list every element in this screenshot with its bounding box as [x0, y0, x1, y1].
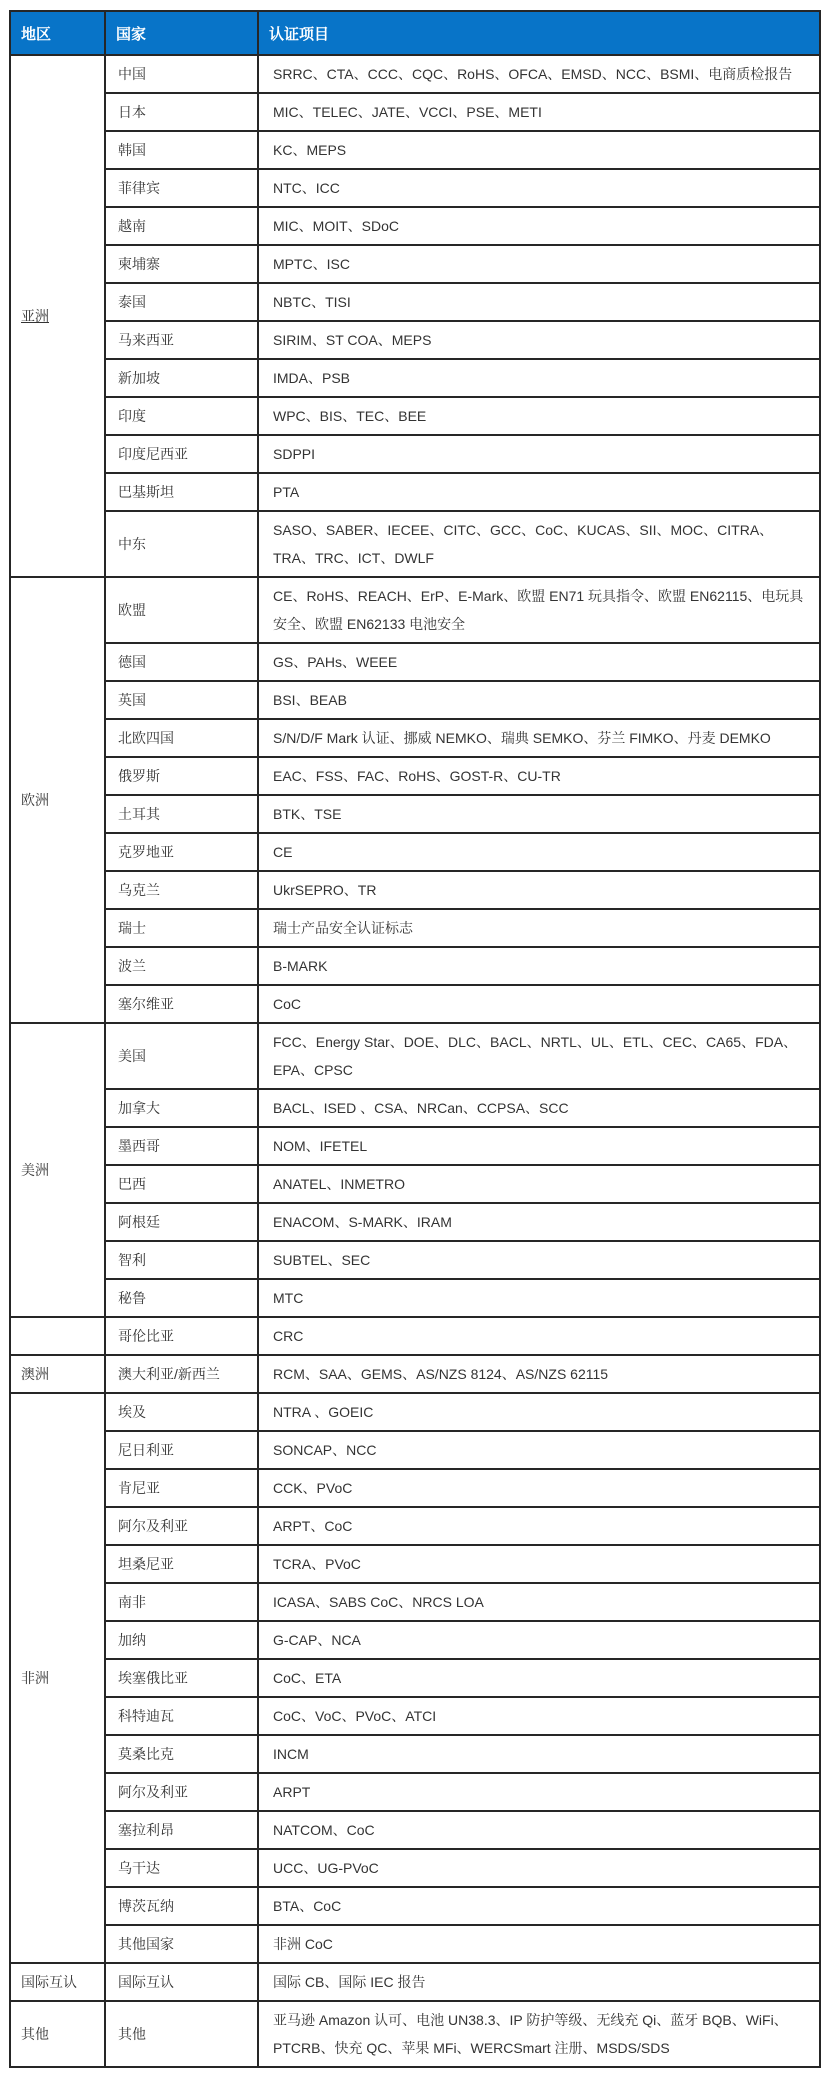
table-row: [10, 131, 820, 169]
header-row: [10, 11, 820, 55]
table-row: [10, 359, 820, 397]
table-row: [10, 1507, 820, 1545]
table-row: [10, 245, 820, 283]
cert-cell: BSI、BEAB: [258, 681, 820, 719]
cert-cell: ICASA、SABS CoC、NRCS LOA: [258, 1583, 820, 1621]
country-cell: 莫桑比克: [105, 1735, 258, 1773]
table-header: [10, 11, 820, 55]
country-cell: 美国: [105, 1023, 258, 1089]
country-cell: 其他: [105, 2001, 258, 2067]
cert-cell: 非洲 CoC: [258, 1925, 820, 1963]
country-cell: 坦桑尼亚: [105, 1545, 258, 1583]
cert-cell: NOM、IFETEL: [258, 1127, 820, 1165]
country-cell: 阿根廷: [105, 1203, 258, 1241]
region-cell: [10, 1317, 105, 1355]
country-cell: 塞尔维亚: [105, 985, 258, 1023]
table-row: [10, 1963, 820, 2001]
table-row: [10, 577, 820, 643]
table-row: [10, 1127, 820, 1165]
country-cell: 南非: [105, 1583, 258, 1621]
country-cell: 澳大利亚/新西兰: [105, 1355, 258, 1393]
header-country: 国家: [105, 11, 258, 55]
cert-cell: MIC、TELEC、JATE、VCCI、PSE、METI: [258, 93, 820, 131]
cert-cell: BTA、CoC: [258, 1887, 820, 1925]
region-cell: 非洲: [10, 1393, 105, 1963]
cert-cell: SASO、SABER、IECEE、CITC、GCC、CoC、KUCAS、SII、MOC、CITRA、TRA、TRC、ICT、DWLF: [258, 511, 820, 577]
country-cell: 俄罗斯: [105, 757, 258, 795]
table-row: [10, 871, 820, 909]
cert-cell: MTC: [258, 1279, 820, 1317]
cert-cell: 亚马逊 Amazon 认可、电池 UN38.3、IP 防护等级、无线充 Qi、蓝牙 BQB、WiFi、PTCRB、快充 QC、苹果 MFi、WERCSmart 注册、MSDS/SDS: [258, 2001, 820, 2067]
cert-cell: ARPT: [258, 1773, 820, 1811]
table-row: [10, 397, 820, 435]
cert-cell: SONCAP、NCC: [258, 1431, 820, 1469]
cert-cell: G-CAP、NCA: [258, 1621, 820, 1659]
table-row: [10, 511, 820, 577]
country-cell: 墨西哥: [105, 1127, 258, 1165]
country-cell: 韩国: [105, 131, 258, 169]
country-cell: 埃及: [105, 1393, 258, 1431]
cert-cell: BACL、ISED 、CSA、NRCan、CCPSA、SCC: [258, 1089, 820, 1127]
cert-cell: PTA: [258, 473, 820, 511]
cert-cell: 瑞士产品安全认证标志: [258, 909, 820, 947]
table-row: [10, 1697, 820, 1735]
cert-cell: CCK、PVoC: [258, 1469, 820, 1507]
table-row: [10, 757, 820, 795]
cert-cell: CoC: [258, 985, 820, 1023]
table-row: [10, 321, 820, 359]
region-cell: 国际互认: [10, 1963, 105, 2001]
cert-table-body: [10, 55, 820, 2067]
table-row: [10, 2001, 820, 2067]
country-cell: 德国: [105, 643, 258, 681]
cert-cell: WPC、BIS、TEC、BEE: [258, 397, 820, 435]
table-row: [10, 93, 820, 131]
country-cell: 土耳其: [105, 795, 258, 833]
country-cell: 马来西亚: [105, 321, 258, 359]
cert-cell: ARPT、CoC: [258, 1507, 820, 1545]
table-row: [10, 1773, 820, 1811]
country-cell: 埃塞俄比亚: [105, 1659, 258, 1697]
table-row: [10, 1735, 820, 1773]
cert-cell: B-MARK: [258, 947, 820, 985]
country-cell: 尼日利亚: [105, 1431, 258, 1469]
table-row: [10, 1023, 820, 1089]
cert-cell: TCRA、PVoC: [258, 1545, 820, 1583]
country-cell: 加纳: [105, 1621, 258, 1659]
country-cell: 越南: [105, 207, 258, 245]
table-row: [10, 473, 820, 511]
table-row: [10, 909, 820, 947]
country-cell: 科特迪瓦: [105, 1697, 258, 1735]
table-row: [10, 947, 820, 985]
country-cell: 瑞士: [105, 909, 258, 947]
cert-cell: MPTC、ISC: [258, 245, 820, 283]
region-cell: 其他: [10, 2001, 105, 2067]
cert-cell: NBTC、TISI: [258, 283, 820, 321]
country-cell: 国际互认: [105, 1963, 258, 2001]
country-cell: 泰国: [105, 283, 258, 321]
cert-cell: S/N/D/F Mark 认证、挪威 NEMKO、瑞典 SEMKO、芬兰 FIMKO、丹麦 DEMKO: [258, 719, 820, 757]
header-cert: 认证项目: [258, 11, 820, 55]
country-cell: 日本: [105, 93, 258, 131]
certification-table: [9, 10, 821, 2068]
cert-cell: EAC、FSS、FAC、RoHS、GOST-R、CU-TR: [258, 757, 820, 795]
table-row: [10, 643, 820, 681]
country-cell: 哥伦比亚: [105, 1317, 258, 1355]
table-row: [10, 1279, 820, 1317]
table-row: [10, 1659, 820, 1697]
cert-cell: FCC、Energy Star、DOE、DLC、BACL、NRTL、UL、ETL、CEC、CA65、FDA、EPA、CPSC: [258, 1023, 820, 1089]
region-cell: 欧洲: [10, 577, 105, 1023]
country-cell: 菲律宾: [105, 169, 258, 207]
cert-cell: CoC、VoC、PVoC、ATCI: [258, 1697, 820, 1735]
table-row: [10, 1355, 820, 1393]
table-row: [10, 1203, 820, 1241]
country-cell: 巴西: [105, 1165, 258, 1203]
country-cell: 印度: [105, 397, 258, 435]
table-row: [10, 1469, 820, 1507]
country-cell: 塞拉利昂: [105, 1811, 258, 1849]
cert-cell: MIC、MOIT、SDoC: [258, 207, 820, 245]
country-cell: 加拿大: [105, 1089, 258, 1127]
cert-cell: RCM、SAA、GEMS、AS/NZS 8124、AS/NZS 62115: [258, 1355, 820, 1393]
table-row: [10, 795, 820, 833]
country-cell: 波兰: [105, 947, 258, 985]
cert-cell: INCM: [258, 1735, 820, 1773]
country-cell: 肯尼亚: [105, 1469, 258, 1507]
cert-cell: UCC、UG-PVoC: [258, 1849, 820, 1887]
table-row: [10, 1887, 820, 1925]
table-row: [10, 1089, 820, 1127]
cert-cell: SRRC、CTA、CCC、CQC、RoHS、OFCA、EMSD、NCC、BSMI、电商质检报告: [258, 55, 820, 93]
country-cell: 博茨瓦纳: [105, 1887, 258, 1925]
country-cell: 克罗地亚: [105, 833, 258, 871]
table-row: [10, 435, 820, 473]
country-cell: 英国: [105, 681, 258, 719]
country-cell: 智利: [105, 1241, 258, 1279]
table-row: [10, 1583, 820, 1621]
country-cell: 中国: [105, 55, 258, 93]
table-row: [10, 985, 820, 1023]
cert-cell: CRC: [258, 1317, 820, 1355]
cert-cell: 国际 CB、国际 IEC 报告: [258, 1963, 820, 2001]
country-cell: 巴基斯坦: [105, 473, 258, 511]
table-row: [10, 719, 820, 757]
table-row: [10, 1849, 820, 1887]
country-cell: 阿尔及利亚: [105, 1507, 258, 1545]
table-row: [10, 1241, 820, 1279]
table-row: [10, 1165, 820, 1203]
country-cell: 新加坡: [105, 359, 258, 397]
table-row: [10, 169, 820, 207]
table-row: [10, 1317, 820, 1355]
country-cell: 阿尔及利亚: [105, 1773, 258, 1811]
cert-cell: NTC、ICC: [258, 169, 820, 207]
table-row: [10, 1393, 820, 1431]
cert-cell: KC、MEPS: [258, 131, 820, 169]
table-row: [10, 1925, 820, 1963]
table-row: [10, 1545, 820, 1583]
cert-cell: CE、RoHS、REACH、ErP、E-Mark、欧盟 EN71 玩具指令、欧盟 EN62115、电玩具安全、欧盟 EN62133 电池安全: [258, 577, 820, 643]
table-row: [10, 1811, 820, 1849]
table-row: [10, 1431, 820, 1469]
header-region: 地区: [10, 11, 105, 55]
cert-cell: NTRA 、GOEIC: [258, 1393, 820, 1431]
country-cell: 欧盟: [105, 577, 258, 643]
table-row: [10, 1621, 820, 1659]
region-cell: 美洲: [10, 1023, 105, 1317]
cert-cell: IMDA、PSB: [258, 359, 820, 397]
cert-cell: UkrSEPRO、TR: [258, 871, 820, 909]
cert-cell: ENACOM、S-MARK、IRAM: [258, 1203, 820, 1241]
cert-cell: CoC、ETA: [258, 1659, 820, 1697]
country-cell: 北欧四国: [105, 719, 258, 757]
table-row: [10, 207, 820, 245]
table-row: [10, 283, 820, 321]
table-row: [10, 55, 820, 93]
cert-cell: SIRIM、ST COA、MEPS: [258, 321, 820, 359]
table-row: [10, 833, 820, 871]
country-cell: 柬埔寨: [105, 245, 258, 283]
region-cell: 澳洲: [10, 1355, 105, 1393]
cert-cell: CE: [258, 833, 820, 871]
cert-cell: GS、PAHs、WEEE: [258, 643, 820, 681]
cert-cell: BTK、TSE: [258, 795, 820, 833]
country-cell: 其他国家: [105, 1925, 258, 1963]
cert-cell: NATCOM、CoC: [258, 1811, 820, 1849]
table-row: [10, 681, 820, 719]
cert-cell: SDPPI: [258, 435, 820, 473]
region-cell: 亚洲: [10, 55, 105, 577]
cert-cell: SUBTEL、SEC: [258, 1241, 820, 1279]
country-cell: 乌克兰: [105, 871, 258, 909]
country-cell: 中东: [105, 511, 258, 577]
country-cell: 乌干达: [105, 1849, 258, 1887]
country-cell: 印度尼西亚: [105, 435, 258, 473]
cert-cell: ANATEL、INMETRO: [258, 1165, 820, 1203]
country-cell: 秘鲁: [105, 1279, 258, 1317]
